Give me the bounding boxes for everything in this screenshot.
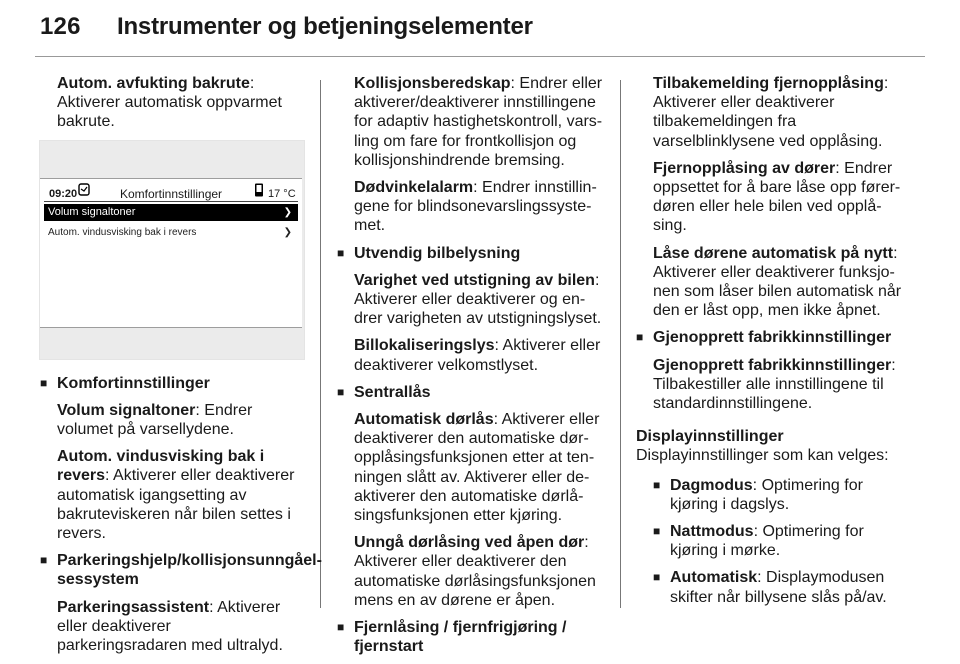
paragraph-tilbakemelding	[636, 74, 904, 151]
menu-item-vindusvisking[interactable]	[44, 224, 298, 241]
paragraph-gjenopprett	[636, 356, 904, 414]
text-autom-avfukting: : Aktiverer automatisk oppvarmet bakrute.	[57, 75, 282, 131]
chevron-right-icon: ❯	[283, 206, 292, 218]
chevron-right-icon: ❯	[283, 226, 292, 238]
term-unnga-dorlasing: Unngå dørlåsing ved åpen dør	[354, 534, 585, 552]
text-automatisk: : Displaymodusen skifter når billysene slås på/av.	[670, 569, 887, 606]
bullet-parkeringshjelp: ■ Parkeringshjelp/kollisjonsunngåelsessystem	[40, 551, 305, 589]
page-header	[0, 0, 960, 58]
term-volum-signaltoner: Volum signaltoner	[57, 401, 196, 419]
text-kollisjonsberedskap: : Endrer eller aktiverer/deaktiverer innstillingene for adaptiv hastighetskontroll, varsling om fare for frontkollisjon og kollisjonshindrende bremsing.	[354, 75, 603, 169]
term-lase-dorene: Låse dørene automatisk på nytt	[653, 244, 894, 262]
column-divider-2	[620, 80, 621, 608]
term-fjernopplasing: Fjernopplåsing av dører	[653, 159, 836, 177]
paragraph-lase-dorene	[636, 244, 904, 321]
menu-item-label: Volum signaltoner	[48, 205, 136, 218]
paragraph-fjernopplasing	[636, 159, 904, 236]
text-billokaliseringslys: : Aktiverer eller deaktiverer velkomstlyset.	[354, 337, 601, 374]
display-temperature: 17 °C	[268, 187, 296, 200]
display-intro: Displayinnstillinger som kan velges:	[636, 447, 889, 465]
paragraph-dodvinkelalarm	[337, 178, 605, 236]
text-nattmodus: : Optimering for kjøring i mørke.	[670, 523, 864, 560]
paragraph-unnga-dorlasing	[337, 533, 605, 610]
text-varighet: : Aktiverer eller deaktiverer og endrer varigheten av utstigningslyset.	[354, 271, 602, 328]
bullet-automatisk	[653, 568, 904, 606]
bullet-komfortinnstillinger: ■ Komfortinnstillinger	[40, 374, 305, 393]
display-screen	[40, 178, 302, 328]
term-automatisk-dorlas: Automatisk dørlås	[354, 411, 494, 429]
text-unnga-dorlasing: : Aktiverer eller deaktiverer den automatiske dørlåsingsfunksjonen mens en av dørene er åpen.	[354, 534, 596, 609]
term-autom-avfukting: Autom. avfukting bakrute	[57, 75, 250, 92]
paragraph-billokaliseringslys	[337, 336, 605, 374]
menu-item-volum-signaltoner[interactable]	[44, 204, 298, 221]
term-parkeringsassistent: Parkeringsassistent	[57, 598, 210, 616]
clock-icon	[78, 182, 90, 196]
term-kollisjonsberedskap: Kollisjonsberedskap	[354, 75, 511, 92]
heading-displayinnstillinger-text: Displayinnstillinger	[636, 428, 784, 446]
column-2	[337, 74, 605, 664]
text-volum-signaltoner: : Endrer volumet på varsellydene.	[57, 401, 253, 439]
term-automatisk: Automatisk	[670, 569, 758, 587]
term-tilbakemelding: Tilbakemelding fjernopplåsing	[653, 75, 884, 92]
text-tilbakemelding: : Aktiverer eller deaktiverer tilbakemeldingen fra varselblinklysene ved opplåsing.	[653, 75, 889, 150]
display-time: 09:20	[49, 187, 78, 200]
display-title: Komfortinnstillinger	[120, 186, 223, 201]
bullet-fjernlasing: ■ Fjernlåsing / fjernfrigjøring / fjernstart	[337, 618, 605, 656]
bullet-nattmodus	[653, 522, 904, 560]
heading-displayinnstillinger	[636, 427, 904, 446]
menu-item-label: Autom. vindusvisking bak i revers	[48, 226, 197, 238]
paragraph-varighet	[337, 271, 605, 329]
bullet-utvendig-bilbelysning: ■ Utvendig bilbelysning	[337, 244, 605, 263]
text-dodvinkelalarm: : Endrer innstillingene for blindsonevarslingssystemet.	[354, 179, 597, 235]
term-dagmodus: Dagmodus	[670, 476, 753, 494]
paragraph-kollisjonsberedskap	[337, 74, 605, 170]
text-fjernopplasing: : Endrer oppsettet for å bare låse opp førerdøren eller hele bilen ved opplåsing.	[653, 159, 901, 235]
column-1	[40, 74, 322, 663]
page-title: Instrumenter og betjeningselementer	[117, 13, 533, 40]
column-divider-1	[320, 80, 321, 608]
column-3	[636, 74, 904, 615]
display-screenshot	[39, 140, 305, 360]
display-header-line	[44, 201, 298, 202]
term-varighet: Varighet ved utstigning av bilen	[354, 271, 595, 289]
term-billokaliseringslys: Billokaliseringslys	[354, 337, 495, 355]
term-vindusvisking: Autom. vindusvisking bak i revers	[57, 448, 265, 485]
paragraph-autom-avfukting	[40, 74, 305, 132]
page-number: 126	[40, 13, 81, 40]
bullet-gjenopprett: ■ Gjenopprett fabrikkinnstillinger	[636, 328, 904, 347]
text-gjenopprett: : Tilbakestiller alle innstillingene til standardinnstillingene.	[653, 356, 896, 413]
term-gjenopprett: Gjenopprett fabrikkinnstillinger	[653, 356, 892, 374]
bullet-sentrallas: ■ Sentrallås	[337, 383, 605, 402]
header-divider	[35, 56, 925, 57]
text-lase-dorene: : Aktiverer eller deaktiverer funksjonen som låser bilen automatisk når den er låst opp, men ikke åpnet.	[653, 244, 902, 320]
bullet-dagmodus	[653, 476, 904, 514]
paragraph-parkeringsassistent	[40, 598, 305, 656]
text-dagmodus: : Optimering for kjøring i dagslys.	[670, 476, 863, 513]
paragraph-volum-signaltoner	[40, 401, 305, 439]
phone-icon	[254, 183, 264, 197]
term-nattmodus: Nattmodus	[670, 523, 754, 541]
text-parkeringsassistent: : Aktiverer eller deaktiverer parkeringsradaren med ultralyd.	[57, 598, 283, 655]
text-automatisk-dorlas: : Aktiverer eller deaktiverer den automatiske døropplåsingsfunksjonen etter at tenningen slått av. Aktiverer eller deaktiverer den automatiske dørlåsingsfunksjonen etter kjøring.	[354, 411, 600, 525]
paragraph-vindusvisking	[40, 447, 305, 543]
text-vindusvisking: : Aktiverer eller deaktiverer automatisk igangsetting av bakruteviskeren når bilen settes i revers.	[57, 467, 295, 543]
term-dodvinkelalarm: Dødvinkelalarm	[354, 179, 474, 197]
paragraph-automatisk-dorlas	[337, 410, 605, 525]
